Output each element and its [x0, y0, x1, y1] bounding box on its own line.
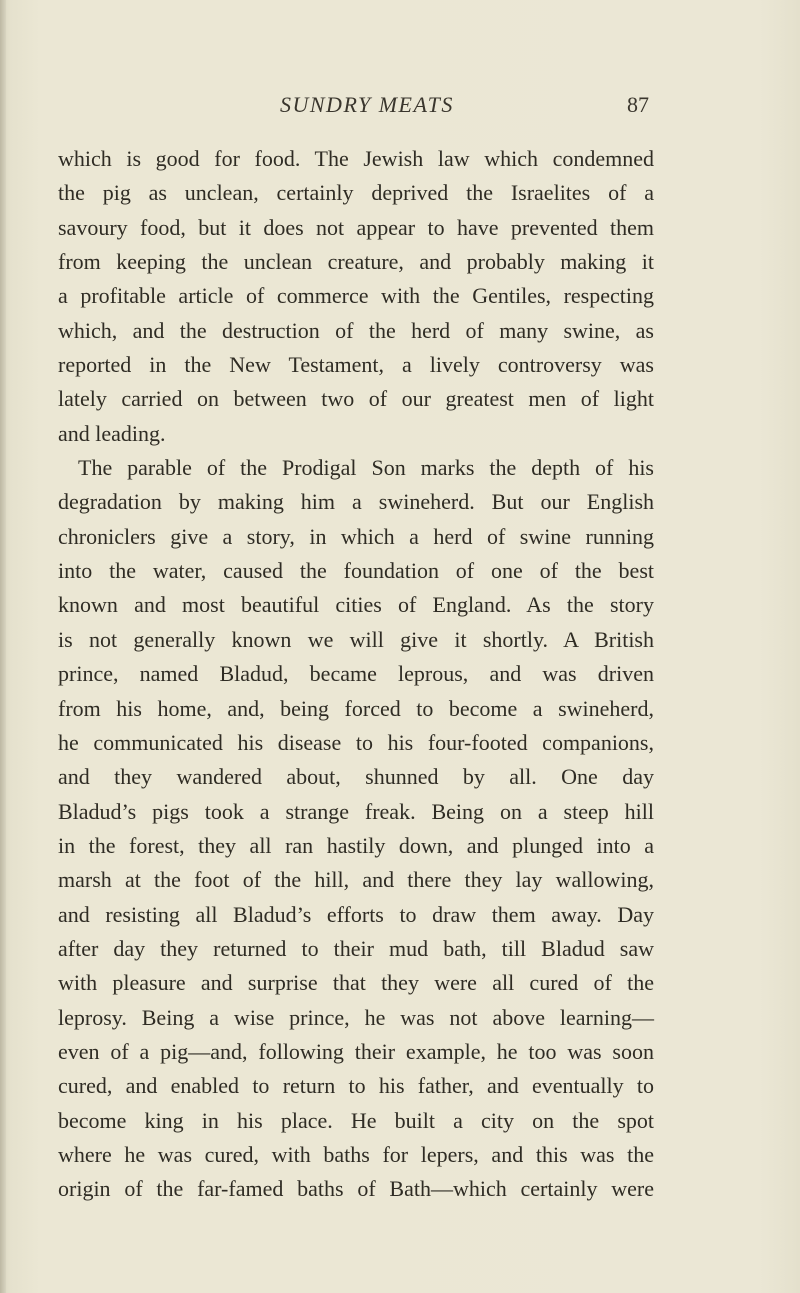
text-line: origin of the far-famed baths of Bath—which certainly were [58, 1176, 654, 1202]
text-line: a profitable article of commerce with the Gentiles, respecting [58, 283, 654, 309]
text-line: after day they returned to their mud bath, till Bladud saw [58, 935, 654, 961]
text-line: and leading. [58, 420, 166, 446]
text-line: marsh at the foot of the hill, and there they lay wallowing, [58, 867, 654, 893]
text-line: from keeping the unclean creature, and probably making it [58, 249, 654, 275]
text-line: even of a pig—and, following their example, he too was soon [58, 1038, 654, 1064]
text-line: degradation by making him a swineherd. But our English [58, 489, 654, 515]
text-line: from his home, and, being forced to become a swineherd, [58, 695, 654, 721]
running-title: SUNDRY MEATS [280, 92, 454, 117]
text-line: reported in the New Testament, a lively controversy was [58, 352, 654, 378]
text-line: which, and the destruction of the herd of many swine, as [58, 317, 654, 343]
paragraph-1 [58, 142, 654, 451]
text-line: with pleasure and surprise that they were all cured of the [58, 970, 654, 996]
text-line: he communicated his disease to his four-footed companions, [58, 729, 654, 755]
text-line: known and most beautiful cities of England. As the story [58, 592, 654, 618]
binding-edge [0, 0, 6, 1293]
text-line: become king in his place. He built a city on the spot [58, 1107, 654, 1133]
text-line: which is good for food. The Jewish law which condemned [58, 146, 654, 171]
text-line: and they wandered about, shunned by all. One day [58, 764, 654, 790]
text-line: in the forest, they all ran hastily down, and plunged into a [58, 832, 654, 858]
text-line: leprosy. Being a wise prince, he was not above learning— [58, 1004, 654, 1030]
body-text [58, 142, 654, 1207]
text-line: chroniclers give a story, in which a herd of swine running [58, 523, 654, 549]
text-line: lately carried on between two of our greatest men of light [58, 386, 654, 412]
text-line: savoury food, but it does not appear to have prevented them [58, 214, 654, 240]
text-line: and resisting all Bladud’s efforts to draw them away. Day [58, 901, 654, 927]
text-line: is not generally known we will give it shortly. A British [58, 626, 654, 652]
text-line: cured, and enabled to return to his father, and eventually to [58, 1073, 654, 1099]
page-number: 87 [627, 92, 649, 117]
text-line: prince, named Bladud, became leprous, and was driven [58, 661, 654, 687]
text-line: The parable of the Prodigal Son marks the depth of his [78, 455, 654, 481]
text-line: the pig as unclean, certainly deprived the Israelites of a [58, 180, 654, 206]
text-line: Bladud’s pigs took a strange freak. Being on a steep hill [58, 798, 654, 824]
text-line: where he was cured, with baths for lepers, and this was the [58, 1141, 654, 1167]
text-line: into the water, caused the foundation of one of the best [58, 558, 654, 584]
paragraph-2 [58, 451, 654, 1207]
running-head [0, 92, 800, 126]
